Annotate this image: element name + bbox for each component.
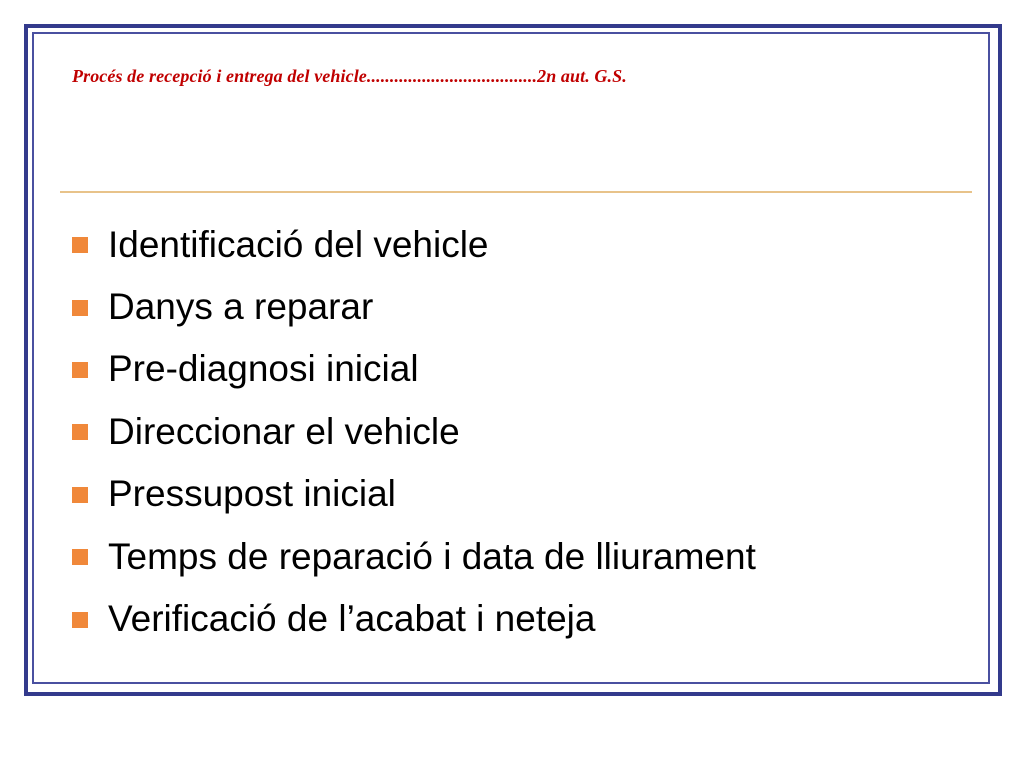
square-bullet-icon [72, 362, 88, 378]
list-item [72, 338, 756, 400]
square-bullet-icon [72, 487, 88, 503]
header-divider [60, 191, 972, 193]
square-bullet-icon [72, 549, 88, 565]
bullet-text: Danys a reparar [108, 286, 374, 328]
bullet-list [72, 213, 756, 650]
bullet-text: Verificació de l’acabat i neteja [108, 598, 596, 640]
square-bullet-icon [72, 424, 88, 440]
square-bullet-icon [72, 237, 88, 253]
list-item [72, 213, 756, 275]
bullet-text: Direccionar el vehicle [108, 410, 460, 452]
list-item [72, 463, 756, 525]
bullet-text: Identificació del vehicle [108, 223, 489, 265]
square-bullet-icon [72, 300, 88, 316]
bullet-text: Temps de reparació i data de lliurament [108, 535, 756, 577]
square-bullet-icon [72, 612, 88, 628]
bullet-text: Pressupost inicial [108, 473, 396, 515]
list-item [72, 525, 756, 587]
list-item [72, 275, 756, 337]
list-item [72, 587, 756, 649]
bullet-text: Pre-diagnosi inicial [108, 348, 419, 390]
list-item [72, 400, 756, 462]
slide-header-title: Procés de recepció i entrega del vehicle.....................................2n aut. G.S. [72, 66, 627, 86]
